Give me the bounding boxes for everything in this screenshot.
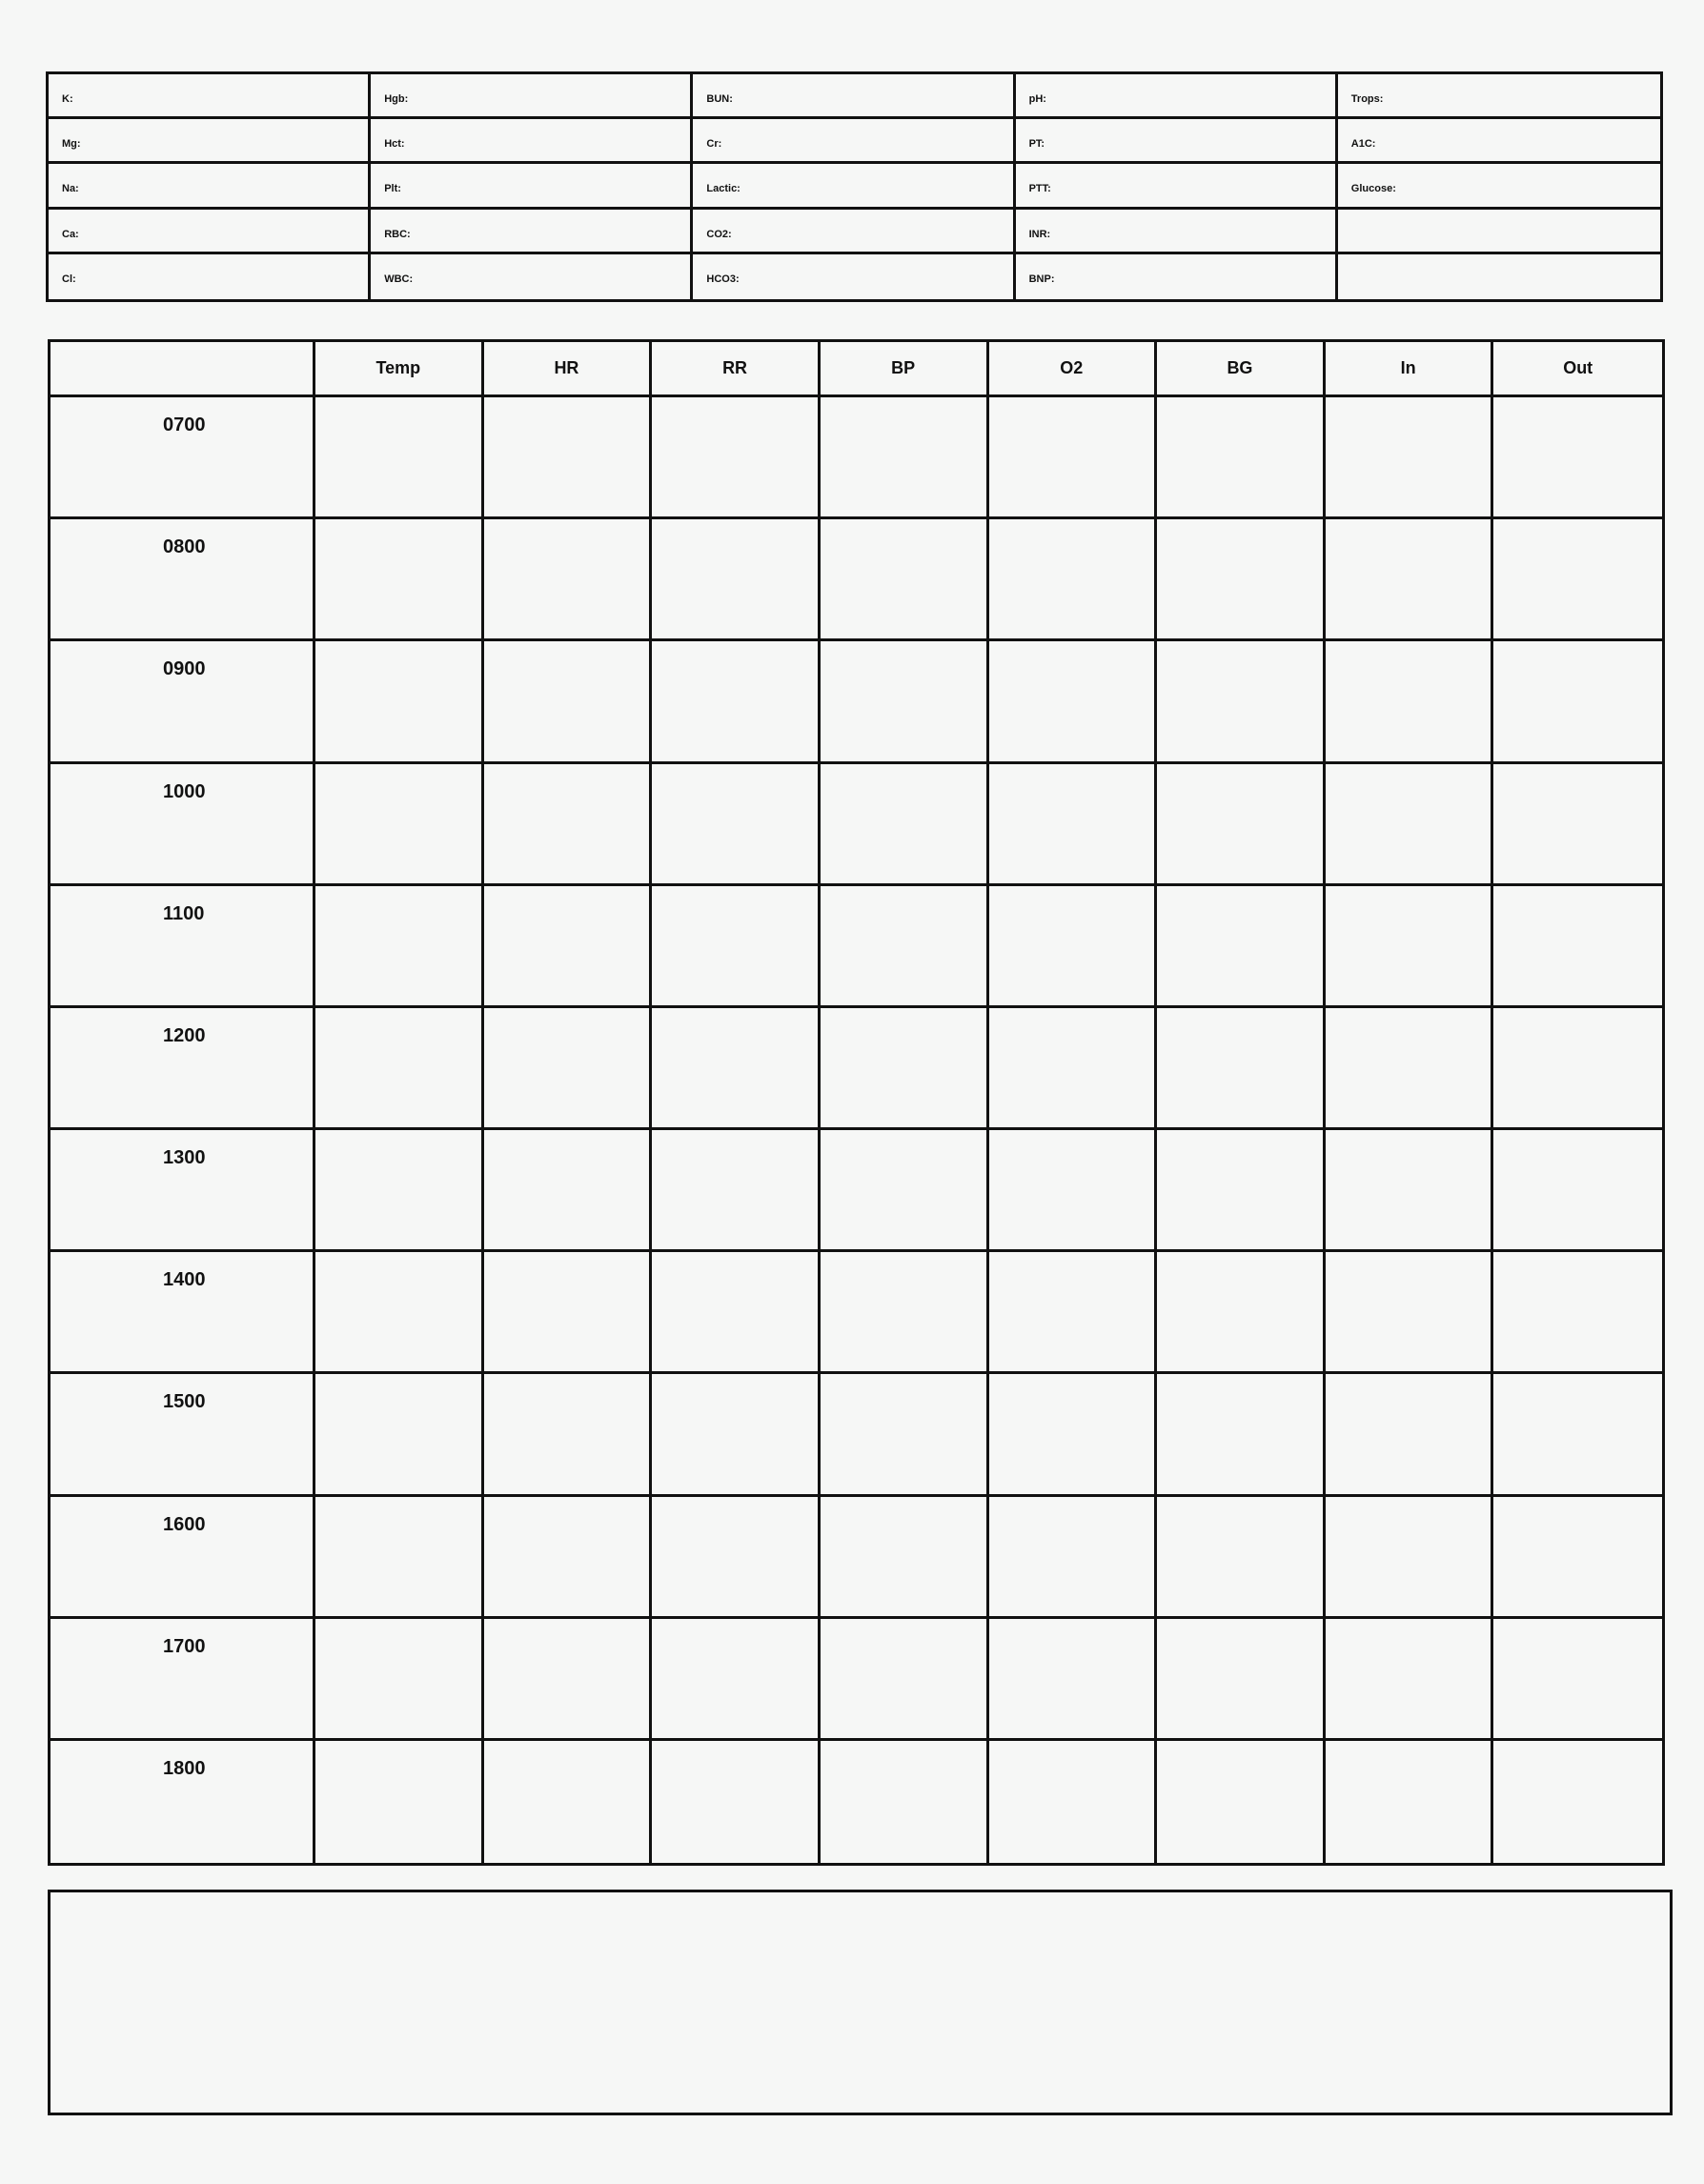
vital-entry-cell[interactable] <box>1157 1130 1326 1252</box>
vital-entry-cell[interactable] <box>1326 886 1494 1008</box>
vital-entry-cell[interactable] <box>1326 1741 1494 1863</box>
lab-label: Cr: <box>706 138 722 151</box>
vital-entry-cell[interactable] <box>1157 886 1326 1008</box>
lab-label: Na: <box>62 183 79 195</box>
vital-entry-cell[interactable] <box>1493 1741 1662 1863</box>
vital-entry-cell[interactable] <box>652 1374 821 1496</box>
vital-entry-cell[interactable] <box>1157 397 1326 519</box>
vital-entry-cell[interactable] <box>484 397 653 519</box>
time-label: 1800 <box>51 1741 315 1863</box>
vital-entry-cell[interactable] <box>315 1008 484 1130</box>
vital-entry-cell[interactable] <box>652 1497 821 1619</box>
vital-entry-cell[interactable] <box>652 1008 821 1130</box>
time-label: 1000 <box>51 764 315 886</box>
lab-label: RBC: <box>384 228 411 240</box>
vital-entry-cell[interactable] <box>484 886 653 1008</box>
vital-entry-cell[interactable] <box>1326 1008 1494 1130</box>
lab-label: Trops: <box>1350 93 1384 105</box>
column-header: BP <box>821 342 989 397</box>
vital-entry-cell[interactable] <box>989 1008 1158 1130</box>
lab-label: Ca: <box>62 228 79 240</box>
vital-entry-cell[interactable] <box>1493 1619 1662 1741</box>
time-label: 0900 <box>51 641 315 763</box>
lab-cell[interactable] <box>371 74 693 119</box>
time-label: 1100 <box>51 886 315 1008</box>
vital-entry-cell[interactable] <box>1493 641 1662 763</box>
vital-entry-cell[interactable] <box>1493 1374 1662 1496</box>
column-header: HR <box>484 342 653 397</box>
lab-cell[interactable] <box>1338 74 1660 119</box>
lab-cell[interactable] <box>693 74 1015 119</box>
vital-entry-cell[interactable] <box>989 1252 1158 1374</box>
vital-entry-cell[interactable] <box>989 519 1158 641</box>
vital-entry-cell[interactable] <box>989 886 1158 1008</box>
vital-entry-cell[interactable] <box>315 1130 484 1252</box>
column-header: Temp <box>315 342 484 397</box>
vital-entry-cell[interactable] <box>1493 886 1662 1008</box>
time-label: 1500 <box>51 1374 315 1496</box>
vital-entry-cell[interactable] <box>821 397 989 519</box>
lab-cell[interactable] <box>693 210 1015 254</box>
vital-entry-cell[interactable] <box>989 641 1158 763</box>
vital-entry-cell[interactable] <box>484 1741 653 1863</box>
lab-label: PT: <box>1028 138 1045 151</box>
vital-entry-cell[interactable] <box>1493 519 1662 641</box>
vital-entry-cell[interactable] <box>821 1008 989 1130</box>
vital-entry-cell[interactable] <box>821 1497 989 1619</box>
vital-entry-cell[interactable] <box>1326 1619 1494 1741</box>
lab-cell[interactable] <box>1338 119 1660 164</box>
vital-entry-cell[interactable] <box>484 1497 653 1619</box>
vital-entry-cell[interactable] <box>1157 1497 1326 1619</box>
vital-entry-cell[interactable] <box>1326 1252 1494 1374</box>
time-label: 0800 <box>51 519 315 641</box>
vital-entry-cell[interactable] <box>1157 1741 1326 1863</box>
lab-label: Glucose: <box>1350 183 1396 195</box>
vital-entry-cell[interactable] <box>1326 641 1494 763</box>
lab-label: K: <box>62 93 73 105</box>
vital-entry-cell[interactable] <box>652 1619 821 1741</box>
vital-entry-cell[interactable] <box>1157 1619 1326 1741</box>
lab-label: Plt: <box>384 183 401 195</box>
lab-cell[interactable] <box>371 254 693 299</box>
lab-cell[interactable] <box>1338 164 1660 209</box>
vital-entry-cell[interactable] <box>821 1252 989 1374</box>
lab-label: INR: <box>1028 228 1051 240</box>
vital-entry-cell[interactable] <box>315 1497 484 1619</box>
vital-entry-cell[interactable] <box>989 1741 1158 1863</box>
header-corner <box>51 342 315 397</box>
vital-entry-cell[interactable] <box>1326 1130 1494 1252</box>
lab-cell[interactable] <box>1016 254 1338 299</box>
lab-label: CO2: <box>706 228 732 240</box>
vital-entry-cell[interactable] <box>821 641 989 763</box>
lab-label: BUN: <box>706 93 733 105</box>
vital-entry-cell[interactable] <box>315 1252 484 1374</box>
vital-entry-cell[interactable] <box>989 397 1158 519</box>
vital-entry-cell[interactable] <box>652 397 821 519</box>
vital-entry-cell[interactable] <box>652 764 821 886</box>
vital-entry-cell[interactable] <box>484 1130 653 1252</box>
lab-cell[interactable] <box>49 164 371 209</box>
vital-entry-cell[interactable] <box>1493 1008 1662 1130</box>
vital-entry-cell[interactable] <box>1326 519 1494 641</box>
vital-entry-cell[interactable] <box>315 641 484 763</box>
vital-entry-cell[interactable] <box>484 764 653 886</box>
vital-entry-cell[interactable] <box>1157 1008 1326 1130</box>
vital-entry-cell[interactable] <box>652 519 821 641</box>
vitals-table <box>48 339 1665 1866</box>
vital-entry-cell[interactable] <box>484 519 653 641</box>
vital-entry-cell[interactable] <box>989 764 1158 886</box>
lab-cell[interactable] <box>1016 119 1338 164</box>
notes-box[interactable] <box>48 1890 1673 2115</box>
vital-entry-cell[interactable] <box>1326 764 1494 886</box>
vital-entry-cell[interactable] <box>821 1374 989 1496</box>
lab-cell[interactable] <box>693 119 1015 164</box>
vital-entry-cell[interactable] <box>1326 1497 1494 1619</box>
lab-cell[interactable] <box>49 119 371 164</box>
lab-cell[interactable] <box>371 210 693 254</box>
vital-entry-cell[interactable] <box>989 1374 1158 1496</box>
vital-entry-cell[interactable] <box>821 764 989 886</box>
vital-entry-cell[interactable] <box>484 1619 653 1741</box>
vital-entry-cell[interactable] <box>484 1252 653 1374</box>
lab-cell[interactable] <box>49 210 371 254</box>
lab-cell[interactable] <box>371 164 693 209</box>
vital-entry-cell[interactable] <box>315 519 484 641</box>
column-header: RR <box>652 342 821 397</box>
lab-cell[interactable] <box>49 74 371 119</box>
vital-entry-cell[interactable] <box>1326 1374 1494 1496</box>
lab-label: Cl: <box>62 273 76 285</box>
lab-cell[interactable] <box>1338 210 1660 254</box>
vital-entry-cell[interactable] <box>315 1741 484 1863</box>
lab-label: WBC: <box>384 273 414 285</box>
vital-entry-cell[interactable] <box>989 1130 1158 1252</box>
vital-entry-cell[interactable] <box>315 1374 484 1496</box>
column-header: Out <box>1493 342 1662 397</box>
vital-entry-cell[interactable] <box>652 1130 821 1252</box>
lab-cell[interactable] <box>1338 254 1660 299</box>
lab-cell[interactable] <box>1016 74 1338 119</box>
lab-label: HCO3: <box>706 273 740 285</box>
vital-entry-cell[interactable] <box>315 1619 484 1741</box>
vital-entry-cell[interactable] <box>1493 764 1662 886</box>
lab-cell[interactable] <box>693 254 1015 299</box>
lab-cell[interactable] <box>1016 164 1338 209</box>
lab-label: Mg: <box>62 138 81 151</box>
vital-entry-cell[interactable] <box>1493 1252 1662 1374</box>
vital-entry-cell[interactable] <box>1157 1374 1326 1496</box>
lab-label: Lactic: <box>706 183 740 195</box>
column-header: O2 <box>989 342 1158 397</box>
vital-entry-cell[interactable] <box>1493 1130 1662 1252</box>
lab-label: pH: <box>1028 93 1046 105</box>
vital-entry-cell[interactable] <box>1157 641 1326 763</box>
lab-cell[interactable] <box>49 254 371 299</box>
vital-entry-cell[interactable] <box>1157 519 1326 641</box>
time-label: 1400 <box>51 1252 315 1374</box>
time-label: 1300 <box>51 1130 315 1252</box>
vital-entry-cell[interactable] <box>484 641 653 763</box>
time-label: 1600 <box>51 1497 315 1619</box>
lab-cell[interactable] <box>371 119 693 164</box>
time-label: 0700 <box>51 397 315 519</box>
vital-entry-cell[interactable] <box>315 886 484 1008</box>
vital-entry-cell[interactable] <box>1326 397 1494 519</box>
vital-entry-cell[interactable] <box>821 886 989 1008</box>
vital-entry-cell[interactable] <box>821 1619 989 1741</box>
lab-values-table <box>46 71 1663 302</box>
vital-entry-cell[interactable] <box>821 1130 989 1252</box>
lab-label: Hgb: <box>384 93 409 105</box>
column-header: In <box>1326 342 1494 397</box>
vital-entry-cell[interactable] <box>652 1741 821 1863</box>
time-label: 1700 <box>51 1619 315 1741</box>
lab-cell[interactable] <box>1016 210 1338 254</box>
lab-label: BNP: <box>1028 273 1055 285</box>
lab-label: Hct: <box>384 138 405 151</box>
lab-label: PTT: <box>1028 183 1051 195</box>
vital-entry-cell[interactable] <box>652 886 821 1008</box>
vital-entry-cell[interactable] <box>1493 1497 1662 1619</box>
vital-entry-cell[interactable] <box>652 641 821 763</box>
vital-entry-cell[interactable] <box>315 764 484 886</box>
vital-entry-cell[interactable] <box>1493 397 1662 519</box>
lab-cell[interactable] <box>693 164 1015 209</box>
time-label: 1200 <box>51 1008 315 1130</box>
vital-entry-cell[interactable] <box>989 1497 1158 1619</box>
lab-label: A1C: <box>1350 138 1376 151</box>
vital-entry-cell[interactable] <box>821 1741 989 1863</box>
vital-entry-cell[interactable] <box>821 519 989 641</box>
vital-entry-cell[interactable] <box>1157 1252 1326 1374</box>
vital-entry-cell[interactable] <box>484 1374 653 1496</box>
vital-entry-cell[interactable] <box>989 1619 1158 1741</box>
vital-entry-cell[interactable] <box>484 1008 653 1130</box>
vital-entry-cell[interactable] <box>1157 764 1326 886</box>
vital-entry-cell[interactable] <box>652 1252 821 1374</box>
column-header: BG <box>1157 342 1326 397</box>
vital-entry-cell[interactable] <box>315 397 484 519</box>
